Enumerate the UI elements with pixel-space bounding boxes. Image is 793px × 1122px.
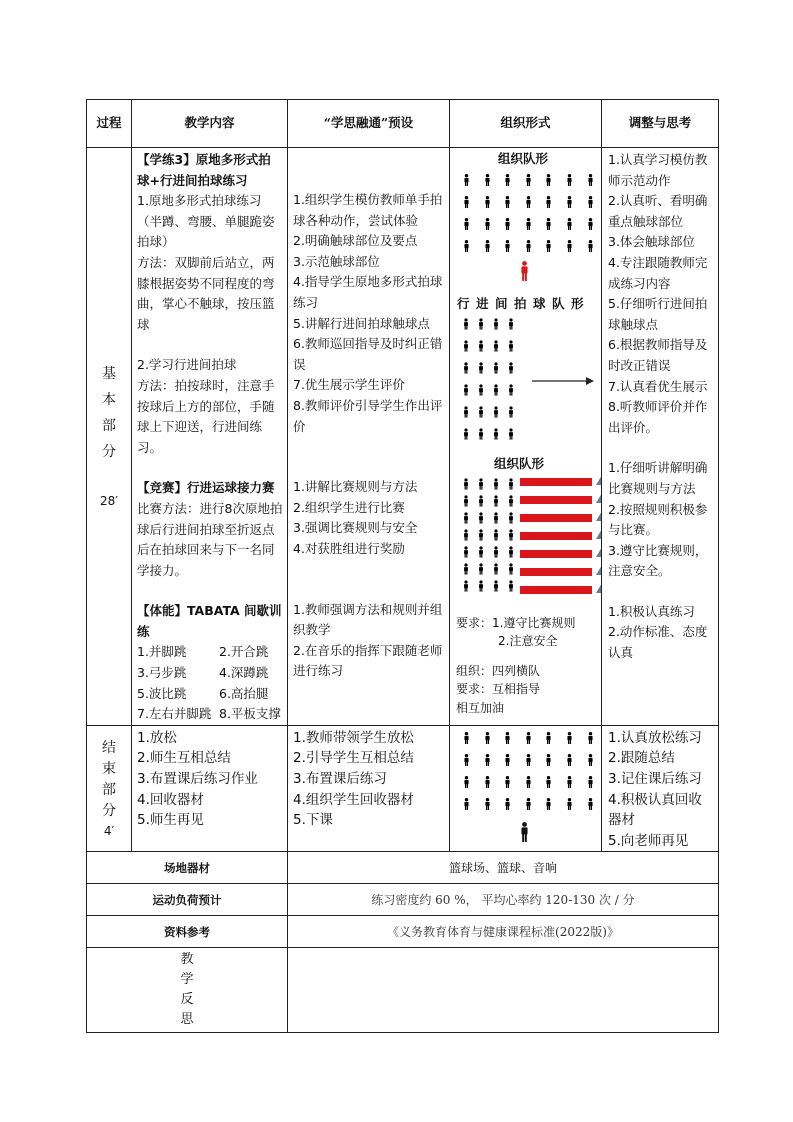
header-content: 教学内容 bbox=[132, 100, 288, 148]
header-organization: 组织形式 bbox=[450, 100, 602, 148]
reflection-item: 3.遵守比赛规则，注意安全。 bbox=[608, 542, 708, 579]
end-reflection-cell bbox=[602, 725, 719, 852]
fitness-requirement-2: 相互加油 bbox=[456, 701, 505, 715]
student-row bbox=[462, 798, 602, 810]
student-icon bbox=[586, 798, 595, 810]
basic-section-row bbox=[87, 148, 719, 726]
student-column-row bbox=[462, 529, 522, 541]
end-preset-item: 1.教师带领学生放松 bbox=[293, 729, 414, 746]
relay-lane-bar bbox=[520, 478, 592, 486]
teacher-icon bbox=[520, 261, 529, 281]
student-icon bbox=[477, 580, 485, 592]
student-icon bbox=[462, 732, 471, 744]
student-icon bbox=[462, 798, 471, 810]
fitness-item: 7.左右并脚跳 bbox=[137, 706, 212, 722]
practice-step-2: 2.学习行进间拍球 bbox=[137, 357, 237, 373]
fitness-requirement-1: 要求：互相指导 bbox=[456, 682, 541, 696]
student-icon bbox=[462, 563, 470, 575]
fitness-group: 组织：四列横队 bbox=[456, 664, 541, 678]
student-icon bbox=[524, 776, 533, 788]
preset-item: 2.组织学生进行比赛 bbox=[293, 499, 405, 515]
basic-preset-cell bbox=[288, 148, 450, 726]
process-char: 本 bbox=[102, 392, 116, 409]
student-icon bbox=[462, 406, 470, 418]
student-icon bbox=[524, 196, 533, 208]
student-icon bbox=[524, 218, 533, 230]
student-icon bbox=[483, 754, 492, 766]
fitness-item: 6.高抬腿 bbox=[219, 685, 269, 701]
student-icon bbox=[462, 240, 471, 252]
basic-reflection-cell bbox=[602, 148, 719, 726]
student-icon bbox=[492, 406, 500, 418]
end-reflection-item: 1.认真放松练习 bbox=[608, 729, 702, 746]
student-icon bbox=[507, 478, 515, 490]
student-icon bbox=[507, 406, 515, 418]
process-char: 基 bbox=[102, 366, 116, 383]
reference-value: 《义务教育体育与健康课程标准(2022版)》 bbox=[288, 916, 719, 948]
student-icon bbox=[586, 776, 595, 788]
student-column-row bbox=[462, 546, 522, 558]
header-preset: “学思融通”预设 bbox=[288, 100, 450, 148]
student-icon bbox=[492, 428, 500, 440]
lesson-plan-table bbox=[86, 99, 719, 1033]
preset-item: 5.讲解行进间拍球触球点 bbox=[293, 315, 430, 331]
reflection-item: 8.听教师评价并作出评价。 bbox=[608, 399, 708, 435]
reflection-char: 思 bbox=[180, 1012, 194, 1028]
relay-lane-bar bbox=[520, 550, 592, 558]
student-icon bbox=[462, 754, 471, 766]
student-icon bbox=[477, 512, 485, 524]
student-icon bbox=[462, 580, 470, 592]
student-icon bbox=[477, 406, 485, 418]
end-preset-item: 5.下课 bbox=[293, 812, 333, 829]
reflection-char: 学 bbox=[180, 972, 194, 988]
end-preset-item: 3.布置课后练习 bbox=[293, 771, 387, 788]
header-reflection: 调整与思考 bbox=[602, 100, 719, 148]
student-icon bbox=[586, 174, 595, 186]
student-icon bbox=[565, 732, 574, 744]
student-icon bbox=[462, 196, 471, 208]
student-icon bbox=[503, 776, 512, 788]
preset-item: 1.讲解比赛规则与方法 bbox=[293, 479, 418, 495]
student-icon bbox=[503, 174, 512, 186]
student-row bbox=[462, 732, 602, 744]
process-char: 结 bbox=[102, 739, 116, 756]
organization-diagram bbox=[450, 148, 601, 724]
process-char: 分 bbox=[102, 444, 116, 461]
cone-icon bbox=[596, 547, 602, 557]
reflection-item: 2.认真听、看明确重点触球部位 bbox=[608, 193, 708, 229]
student-icon bbox=[507, 384, 515, 396]
student-icon bbox=[492, 529, 500, 541]
cone-icon bbox=[596, 511, 602, 521]
student-icon bbox=[565, 798, 574, 810]
cone-icon bbox=[596, 493, 602, 503]
student-icon bbox=[492, 318, 500, 330]
student-icon bbox=[503, 754, 512, 766]
student-icon bbox=[503, 798, 512, 810]
header-row bbox=[87, 100, 719, 148]
student-icon bbox=[483, 174, 492, 186]
end-content-item: 5.师生再见 bbox=[137, 812, 204, 829]
reflection-item: 3.体会触球部位 bbox=[608, 234, 695, 250]
practice-method-1: 方法：双脚前后站立，两膝根据姿势不同程度的弯曲，掌心不触球，按压篮球 bbox=[137, 254, 275, 332]
process-char: 部 bbox=[102, 418, 116, 435]
student-icon bbox=[544, 798, 553, 810]
teaching-reflection-content bbox=[288, 948, 719, 1033]
student-icon bbox=[565, 218, 574, 230]
student-row bbox=[462, 754, 602, 766]
student-icon bbox=[477, 384, 485, 396]
preset-item: 3.示范触球部位 bbox=[293, 253, 380, 269]
fitness-item: 2.开合跳 bbox=[219, 644, 269, 660]
student-column-row bbox=[462, 495, 522, 507]
preset-item: 4.指导学生原地多形式拍球练习 bbox=[293, 274, 443, 310]
relay-lane-bar bbox=[520, 532, 592, 540]
practice-method-2: 方法：拍按球时，注意手按球后上方的部位，手随球上下迎送，行进间练习。 bbox=[137, 377, 275, 455]
preset-item: 6.教师巡回指导及时纠正错误 bbox=[293, 336, 443, 372]
student-icon bbox=[462, 495, 470, 507]
student-icon bbox=[565, 196, 574, 208]
header-process: 过程 bbox=[87, 100, 132, 148]
student-column-row bbox=[462, 362, 522, 374]
load-label: 运动负荷预计 bbox=[87, 884, 288, 916]
load-row bbox=[87, 884, 719, 916]
student-icon bbox=[483, 240, 492, 252]
process-char: 束 bbox=[102, 760, 116, 777]
student-row bbox=[462, 196, 602, 208]
process-char: 部 bbox=[102, 781, 116, 798]
student-icon bbox=[565, 776, 574, 788]
cone-icon bbox=[596, 565, 602, 575]
student-icon bbox=[507, 428, 515, 440]
end-content-cell bbox=[132, 725, 288, 852]
relay-lane-bar bbox=[520, 514, 592, 522]
preset-item: 4.对获胜组进行奖励 bbox=[293, 540, 405, 556]
relay-requirement-2: 2.注意安全 bbox=[498, 634, 558, 648]
student-icon bbox=[507, 563, 515, 575]
student-icon bbox=[586, 196, 595, 208]
relay-lane-bar bbox=[520, 568, 592, 576]
reflection-item: 7.认真看优生展示 bbox=[608, 378, 708, 394]
end-organization-cell bbox=[450, 725, 602, 852]
student-icon bbox=[477, 428, 485, 440]
student-column-row bbox=[462, 428, 522, 440]
end-content-item: 2.师生互相总结 bbox=[137, 750, 231, 767]
reference-label: 资料参考 bbox=[87, 916, 288, 948]
student-icon bbox=[507, 529, 515, 541]
student-icon bbox=[477, 318, 485, 330]
student-icon bbox=[477, 362, 485, 374]
reflection-item: 4.专注跟随教师完成练习内容 bbox=[608, 254, 708, 291]
student-icon bbox=[524, 754, 533, 766]
fitness-item: 8.平板支撑 bbox=[219, 706, 281, 722]
student-row bbox=[462, 776, 602, 788]
basic-process-cell bbox=[87, 148, 132, 726]
student-icon bbox=[462, 512, 470, 524]
reflection-item: 1.积极认真练习 bbox=[608, 603, 695, 619]
student-icon bbox=[586, 754, 595, 766]
basic-content-cell bbox=[132, 148, 288, 726]
preset-item: 3.强调比赛规则与安全 bbox=[293, 520, 418, 536]
end-preset-item: 2.引导学生互相总结 bbox=[293, 750, 414, 767]
preset-item: 1.组织学生模仿教师单手拍球各种动作，尝试体验 bbox=[293, 192, 443, 228]
student-row bbox=[462, 174, 602, 186]
preset-item: 2.在音乐的指挥下跟随老师进行练习 bbox=[293, 642, 443, 679]
student-icon bbox=[462, 776, 471, 788]
practice-title-line-2: 球+行进间拍球练习 bbox=[137, 172, 248, 188]
process-char: 分 bbox=[102, 802, 116, 819]
preset-item: 7.优生展示学生评价 bbox=[293, 377, 405, 393]
reflection-item: 2.动作标准、态度认真 bbox=[608, 624, 708, 661]
end-content-item: 3.布置课后练习作业 bbox=[137, 771, 258, 788]
venue-value: 篮球场、篮球、音响 bbox=[288, 852, 719, 884]
student-icon bbox=[503, 732, 512, 744]
preset-item: 1.教师强调方法和规则并组织教学 bbox=[293, 601, 443, 638]
student-icon bbox=[586, 732, 595, 744]
student-icon bbox=[544, 732, 553, 744]
student-column-row bbox=[462, 580, 522, 592]
fitness-title: 【体能】TABATA 间歇训练 bbox=[137, 603, 282, 639]
student-icon bbox=[507, 340, 515, 352]
student-icon bbox=[462, 428, 470, 440]
student-icon bbox=[492, 563, 500, 575]
end-content-item: 4.回收器材 bbox=[137, 791, 204, 808]
student-icon bbox=[477, 563, 485, 575]
student-icon bbox=[565, 240, 574, 252]
student-icon bbox=[483, 776, 492, 788]
relay-formation-label: 组织队形 bbox=[494, 456, 545, 471]
end-reflection-item: 5.向老师再见 bbox=[608, 832, 689, 849]
end-reflection-item: 3.记住课后练习 bbox=[608, 771, 702, 788]
student-icon bbox=[544, 240, 553, 252]
reflection-item: 2.按照规则积极参与比赛。 bbox=[608, 501, 708, 538]
student-icon bbox=[503, 240, 512, 252]
student-icon bbox=[507, 546, 515, 558]
end-preset-item: 4.组织学生回收器材 bbox=[293, 791, 414, 808]
practice-step-1: 1.原地多形式拍球练习（半蹲、弯腰、单腿跪姿拍球） bbox=[137, 193, 275, 250]
student-icon bbox=[462, 546, 470, 558]
student-icon bbox=[565, 174, 574, 186]
student-icon bbox=[492, 478, 500, 490]
teaching-reflection-row bbox=[87, 948, 719, 1033]
reflection-char: 教 bbox=[180, 952, 194, 968]
venue-row bbox=[87, 852, 719, 884]
student-icon bbox=[477, 340, 485, 352]
fitness-item: 1.并脚跳 bbox=[137, 644, 187, 660]
student-icon bbox=[483, 196, 492, 208]
student-icon bbox=[492, 495, 500, 507]
student-icon bbox=[492, 362, 500, 374]
student-icon bbox=[524, 240, 533, 252]
student-icon bbox=[477, 478, 485, 490]
student-icon bbox=[483, 732, 492, 744]
direction-arrow-icon bbox=[532, 375, 594, 387]
cone-icon bbox=[596, 583, 602, 593]
student-icon bbox=[483, 218, 492, 230]
basic-organization-cell bbox=[450, 148, 602, 726]
end-time: 4′ bbox=[103, 823, 115, 838]
reflection-item: 6.根据教师指导及时改正错误 bbox=[608, 337, 708, 373]
student-column-row bbox=[462, 340, 522, 352]
student-icon bbox=[503, 218, 512, 230]
student-icon bbox=[507, 580, 515, 592]
student-icon bbox=[462, 529, 470, 541]
relay-lane-bar bbox=[520, 496, 592, 504]
student-icon bbox=[492, 512, 500, 524]
student-icon bbox=[462, 384, 470, 396]
relay-requirement-1: 要求：1.遵守比赛规则 bbox=[456, 616, 576, 630]
end-reflection-item: 4.积极认真回收器材 bbox=[608, 791, 702, 829]
fitness-item: 4.深蹲跳 bbox=[219, 665, 269, 681]
student-icon bbox=[507, 362, 515, 374]
formation-label: 组织队形 bbox=[498, 151, 549, 166]
student-icon bbox=[462, 218, 471, 230]
preset-item: 2.明确触球部位及要点 bbox=[293, 233, 418, 249]
student-icon bbox=[483, 798, 492, 810]
student-icon bbox=[507, 495, 515, 507]
basic-time: 28′ bbox=[100, 494, 118, 509]
end-section-row bbox=[87, 725, 719, 852]
student-icon bbox=[462, 318, 470, 330]
student-column-row bbox=[462, 512, 522, 524]
end-reflection-item: 2.跟随总结 bbox=[608, 750, 675, 767]
end-content-item: 1.放松 bbox=[137, 729, 177, 746]
student-icon bbox=[507, 318, 515, 330]
preset-item: 8.教师评价引导学生作出评价 bbox=[293, 397, 443, 434]
student-icon bbox=[503, 196, 512, 208]
student-column-row bbox=[462, 478, 522, 490]
student-icon bbox=[492, 580, 500, 592]
student-icon bbox=[477, 495, 485, 507]
student-icon bbox=[544, 218, 553, 230]
cone-icon bbox=[596, 529, 602, 539]
reference-row bbox=[87, 916, 719, 948]
end-preset-cell bbox=[288, 725, 450, 852]
student-icon bbox=[544, 196, 553, 208]
fitness-item: 5.波比跳 bbox=[137, 685, 187, 701]
cone-icon bbox=[596, 475, 602, 485]
student-icon bbox=[477, 529, 485, 541]
student-icon bbox=[586, 240, 595, 252]
student-row bbox=[462, 218, 602, 230]
student-icon bbox=[492, 340, 500, 352]
student-icon bbox=[462, 340, 470, 352]
student-icon bbox=[462, 174, 471, 186]
student-icon bbox=[462, 362, 470, 374]
student-icon bbox=[524, 174, 533, 186]
student-column-row bbox=[462, 318, 522, 330]
student-column-row bbox=[462, 563, 522, 575]
game-title: 【竞赛】行进运球接力赛 bbox=[137, 480, 275, 496]
student-icon bbox=[507, 512, 515, 524]
student-icon bbox=[492, 384, 500, 396]
student-icon bbox=[524, 732, 533, 744]
student-icon bbox=[462, 478, 470, 490]
teaching-reflection-label-cell bbox=[87, 948, 288, 1033]
reflection-item: 1.认真学习模仿教师示范动作 bbox=[608, 152, 708, 188]
student-icon bbox=[544, 754, 553, 766]
reflection-char: 反 bbox=[180, 992, 194, 1008]
student-icon bbox=[544, 174, 553, 186]
fitness-item: 3.弓步跳 bbox=[137, 665, 187, 681]
venue-label: 场地器材 bbox=[87, 852, 288, 884]
relay-lane-bar bbox=[520, 586, 592, 594]
fitness-list bbox=[137, 642, 283, 724]
student-icon bbox=[524, 798, 533, 810]
end-formation-diagram bbox=[450, 726, 601, 850]
reflection-item: 1.仔细听讲解明确比赛规则与方法 bbox=[608, 460, 708, 496]
game-method: 比赛方法：进行8次原地拍球后行进间拍球至折返点后在拍球回来与下一名同学接力。 bbox=[137, 500, 283, 578]
marching-formation-label: 行进间拍球队形 bbox=[457, 296, 591, 311]
student-icon bbox=[492, 546, 500, 558]
student-icon bbox=[477, 546, 485, 558]
student-column-row bbox=[462, 406, 522, 418]
reflection-item: 5.仔细听行进间拍球触球点 bbox=[608, 296, 708, 332]
teacher-icon bbox=[520, 822, 529, 842]
load-value: 练习密度约 60 %， 平均心率约 120-130 次 / 分 bbox=[288, 884, 719, 916]
student-icon bbox=[565, 754, 574, 766]
end-process-cell bbox=[87, 725, 132, 852]
student-column-row bbox=[462, 384, 522, 396]
student-icon bbox=[544, 776, 553, 788]
practice-title-line-1: 【学练3】原地多形式拍 bbox=[137, 152, 271, 167]
student-row bbox=[462, 240, 602, 252]
student-icon bbox=[586, 218, 595, 230]
